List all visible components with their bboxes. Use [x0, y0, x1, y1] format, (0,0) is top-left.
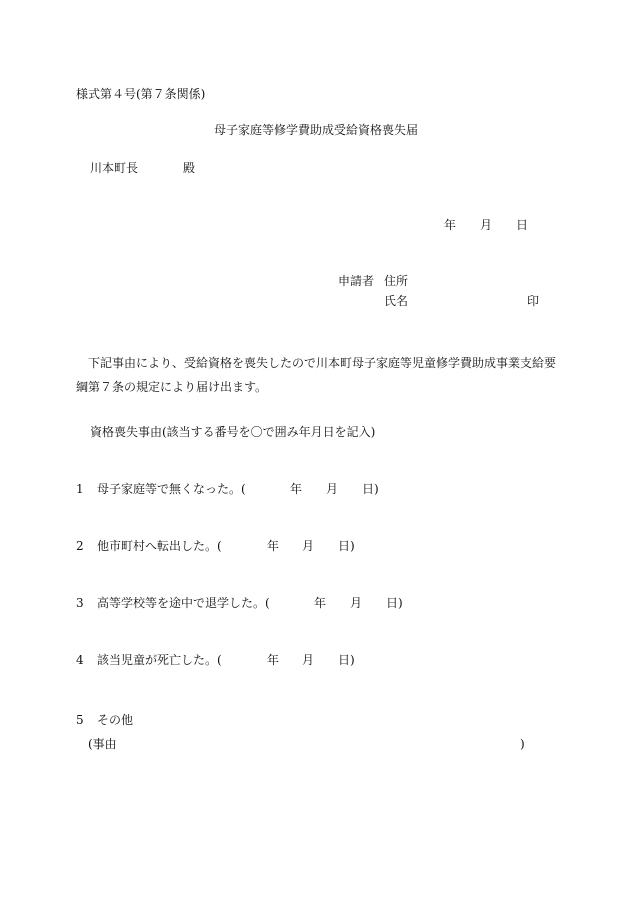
other-reason-open: (事由: [88, 737, 117, 751]
reason-day: 日): [386, 596, 403, 610]
reasons-heading: 資格喪失事由(該当する番号を〇で囲み年月日を記入): [90, 425, 376, 439]
applicant-address-label: 住所: [384, 274, 409, 288]
reason-month: 月: [326, 482, 339, 496]
reason-text: 該当児童が死亡した。(: [97, 653, 222, 667]
reason-text: その他: [97, 713, 134, 727]
reason-year: 年: [290, 482, 303, 496]
addressee: 川本町長: [90, 161, 139, 175]
reason-day: 日): [362, 482, 379, 496]
reason-year: 年: [267, 539, 280, 553]
reason-year: 年: [267, 653, 280, 667]
date-day-label: 日: [516, 218, 529, 232]
reason-day: 日): [338, 653, 355, 667]
date-month-label: 月: [480, 218, 493, 232]
date-year-label: 年: [444, 218, 457, 232]
reason-month: 月: [302, 653, 315, 667]
applicant-label: 申請者: [338, 274, 375, 288]
reason-text: 高等学校等を途中で退学した。(: [97, 596, 270, 610]
reason-number: 2: [76, 539, 84, 553]
other-reason-close: ): [520, 737, 525, 751]
reason-month: 月: [302, 539, 315, 553]
addressee-honorific: 殿: [183, 161, 196, 175]
reason-number: 3: [76, 596, 84, 610]
reason-day: 日): [338, 539, 355, 553]
reason-year: 年: [314, 596, 327, 610]
reason-number: 1: [76, 482, 84, 496]
reason-number: 5: [76, 713, 84, 727]
reason-text: 母子家庭等で無くなった。(: [97, 482, 246, 496]
reason-number: 4: [76, 653, 84, 667]
seal-mark: 印: [527, 294, 540, 308]
applicant-name-label: 氏名: [384, 294, 409, 308]
body-text: 下記事由により、受給資格を喪失したので川本町母子家庭等児童修学費助成事業支給要綱第７条の規定により届け出ます。: [76, 356, 557, 394]
form-number: 様式第４号(第７条関係): [76, 87, 206, 101]
reason-text: 他市町村へ転出した。(: [97, 539, 222, 553]
form-title: 母子家庭等修学費助成受給資格喪失届: [214, 123, 419, 137]
reason-month: 月: [350, 596, 363, 610]
